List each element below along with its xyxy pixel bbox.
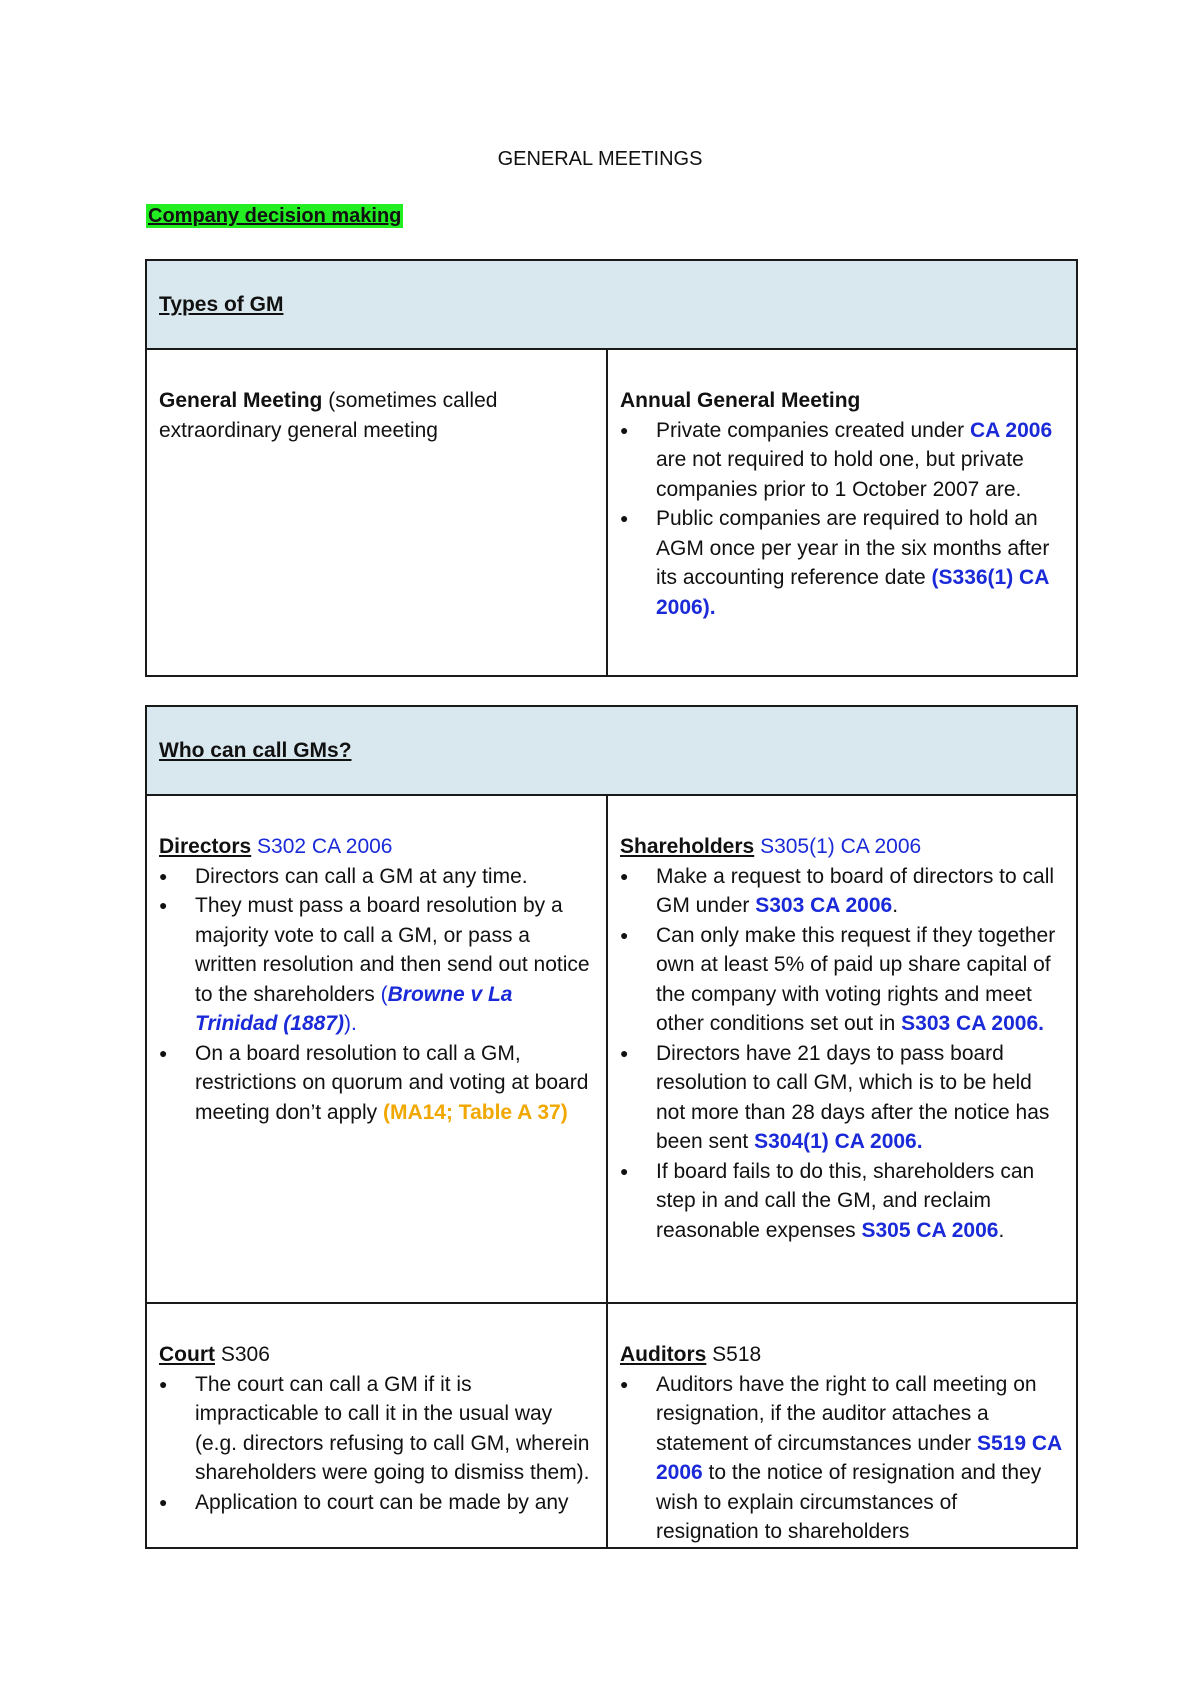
- list-item: ● Can only make this request if they together own at least 5% of paid up share capital of the company with voting rights and meet other conditions set out in S303 CA 2006.: [656, 921, 1064, 1039]
- list-item: ● Directors can call a GM at any time.: [195, 862, 594, 892]
- court-cell: [146, 1303, 607, 1548]
- shareholders-heading: Shareholders: [620, 835, 755, 858]
- statute-reference: S519 CA 2006: [656, 1431, 1062, 1484]
- court-bullet-list: [159, 1370, 594, 1518]
- statute-reference: S305 CA 2006: [861, 1218, 999, 1242]
- list-item: ● The court can call a GM if it is impracticable to call it in the usual way (e.g. directors refusing to call GM, wherein shareholders were going to dismiss them).: [195, 1370, 594, 1488]
- case-citation: Browne v La Trinidad (1887): [195, 982, 513, 1035]
- agm-cell: [607, 349, 1077, 676]
- agm-heading: Annual General Meeting: [620, 389, 861, 412]
- auditors-heading: Auditors: [620, 1343, 707, 1366]
- who-can-call-table: [145, 705, 1078, 1549]
- directors-bullet-list: [159, 862, 594, 1128]
- list-item: ● Auditors have the right to call meeting on resignation, if the auditor attaches a statement of circumstances under S519 CA 2006 to the notice of resignation and they wish to explain circumstances of resignation to shareholders: [656, 1370, 1064, 1547]
- statute-reference: S303 CA 2006.: [901, 1012, 1044, 1035]
- directors-heading: Directors: [159, 835, 252, 858]
- types-of-gm-header: [146, 260, 1077, 349]
- articles-reference: (MA14; Table A 37): [382, 1100, 568, 1124]
- statute-reference: S305(1) CA 2006: [760, 835, 922, 858]
- general-meeting-heading: General Meeting: [159, 389, 323, 412]
- general-meeting-cell: [146, 349, 607, 676]
- list-item: ● They must pass a board resolution by a majority vote to call a GM, or pass a written resolution and then send out notice to the shareholders (Browne v La Trinidad (1887)).: [195, 891, 594, 1039]
- auditors-bullet-list: [620, 1370, 1064, 1547]
- list-item: ● On a board resolution to call a GM, restrictions on quorum and voting at board meeting don’t apply (MA14; Table A 37): [195, 1039, 594, 1128]
- statute-reference: S306: [220, 1343, 270, 1366]
- list-item: ● Application to court can be made by any: [195, 1488, 594, 1518]
- section-heading: Company decision making: [148, 205, 402, 227]
- shareholders-bullet-list: [620, 862, 1064, 1246]
- auditors-cell: [607, 1303, 1077, 1548]
- list-item: ● Directors have 21 days to pass board resolution to call GM, which is to be held not more than 28 days after the notice has been sent S304(1) CA 2006.: [656, 1039, 1064, 1157]
- statute-reference: (S336(1) CA 2006).: [656, 566, 1049, 619]
- page-title: GENERAL MEETINGS: [497, 148, 703, 170]
- types-of-gm-table: [145, 259, 1078, 677]
- shareholders-cell: [607, 795, 1077, 1303]
- agm-bullet-list: [620, 416, 1064, 623]
- types-of-gm-header-label: Types of GM: [159, 293, 284, 316]
- directors-cell: [146, 795, 607, 1303]
- court-heading: Court: [159, 1343, 215, 1366]
- list-item: ● Public companies are required to hold an AGM once per year in the six months after its accounting reference date (S336(1) CA 2006).: [656, 504, 1064, 622]
- who-can-call-header-label: Who can call GMs?: [159, 739, 352, 762]
- statute-reference: CA 2006: [970, 418, 1053, 442]
- list-item: ● Make a request to board of directors to call GM under S303 CA 2006.: [656, 862, 1064, 921]
- who-can-call-header: [146, 706, 1077, 795]
- list-item: ● If board fails to do this, shareholders can step in and call the GM, and reclaim reasonable expenses S305 CA 2006.: [656, 1157, 1064, 1246]
- general-meeting-note: (sometimes called extraordinary general meeting: [159, 389, 498, 442]
- statute-reference: S303 CA 2006: [755, 894, 893, 917]
- statute-reference: S304(1) CA 2006.: [754, 1130, 923, 1153]
- statute-reference: S302 CA 2006: [257, 835, 393, 858]
- statute-reference: S518: [712, 1343, 762, 1366]
- list-item: ● Private companies created under CA 2006 are not required to hold one, but private companies prior to 1 October 2007 are.: [656, 416, 1064, 505]
